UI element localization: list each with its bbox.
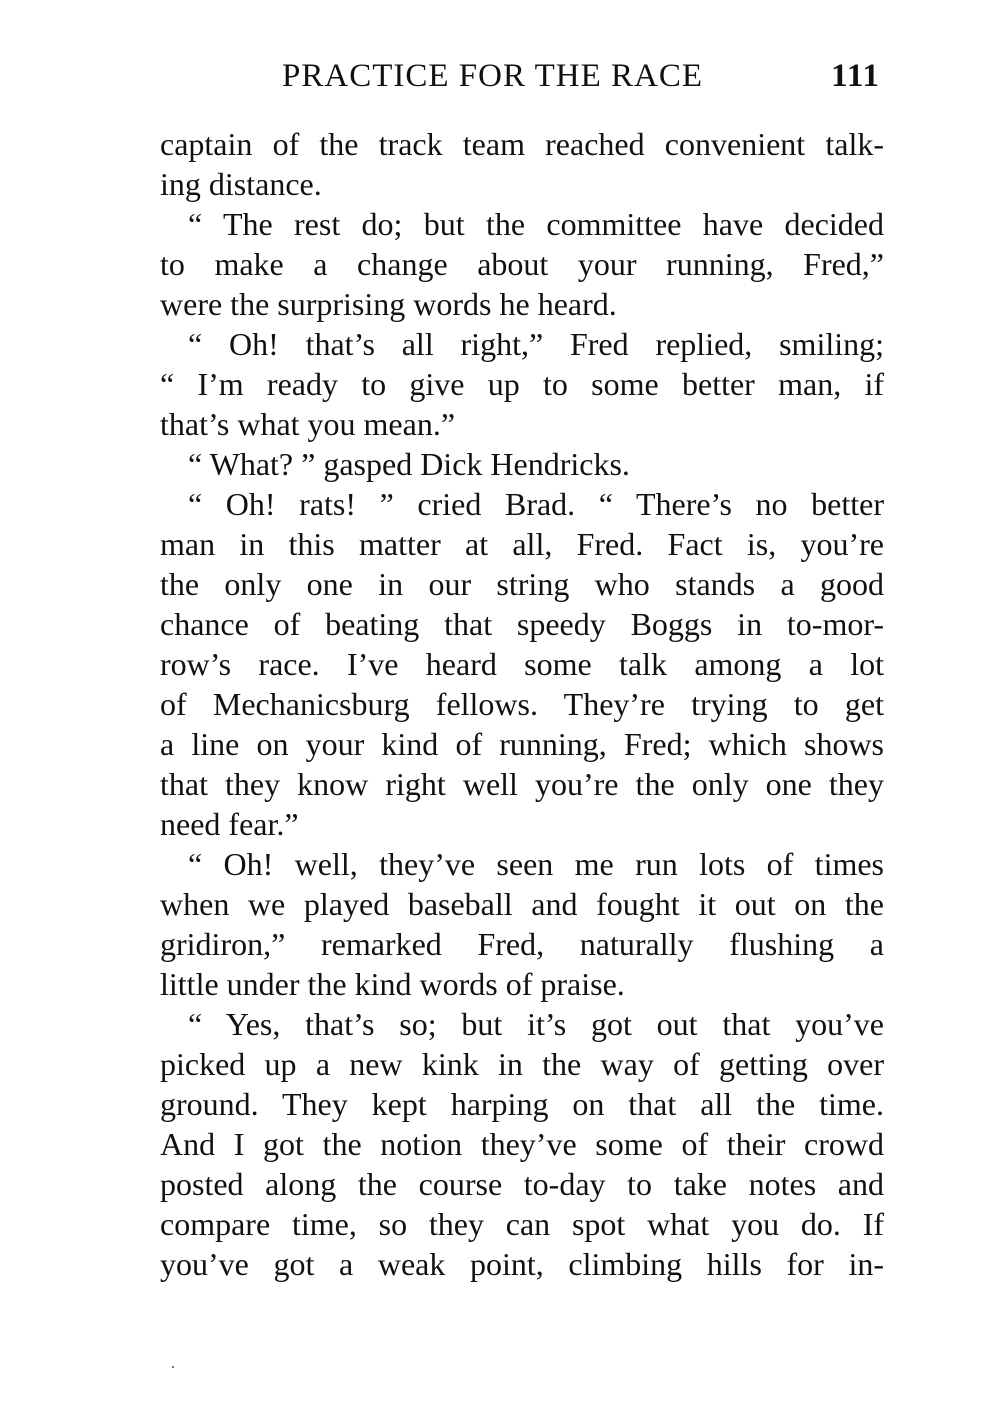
text-line: the only one in our string who stands a good [160,566,884,602]
text-line: compare time, so they can spot what you do. If [160,1206,884,1242]
text-line: “ I’m ready to give up to some better man, if [160,366,884,402]
text-line: of Mechanicsburg fellows. They’re trying to get [160,686,884,722]
text-line: that they know right well you’re the only one they [160,766,884,802]
text-line: posted along the course to-day to take notes and [160,1166,884,1202]
text-line: “ Oh! well, they’ve seen me run lots of times [188,846,884,882]
text-line: “ What? ” gasped Dick Hendricks. [188,446,630,482]
text-line: captain of the track team reached convenient talk- [160,126,884,162]
page-number: 111 [831,58,880,94]
text-line: ing distance. [160,166,322,202]
text-line: And I got the notion they’ve some of their crowd [160,1126,884,1162]
text-line: were the surprising words he heard. [160,286,617,322]
text-line: ground. They kept harping on that all the time. [160,1086,884,1122]
text-line: a line on your kind of running, Fred; which shows [160,726,884,762]
print-speck [172,1366,174,1368]
text-line: picked up a new kink in the way of getting over [160,1046,884,1082]
text-line: gridiron,” remarked Fred, naturally flushing a [160,926,884,962]
text-line: “ The rest do; but the committee have decided [188,206,884,242]
text-line: man in this matter at all, Fred. Fact is, you’re [160,526,884,562]
text-line: row’s race. I’ve heard some talk among a lot [160,646,884,682]
running-header [160,58,884,104]
text-line: that’s what you mean.” [160,406,456,442]
text-line: little under the kind words of praise. [160,966,625,1002]
text-line: need fear.” [160,806,299,842]
text-line: “ Oh! that’s all right,” Fred replied, smiling; [188,326,884,362]
body-text [160,124,884,1284]
running-title: PRACTICE FOR THE RACE [282,58,704,94]
text-line: to make a change about your running, Fred,” [160,246,884,282]
text-line: chance of beating that speedy Boggs in to-mor- [160,606,884,642]
text-line: “ Yes, that’s so; but it’s got out that you’ve [188,1006,884,1042]
text-line: “ Oh! rats! ” cried Brad. “ There’s no better [188,486,884,522]
text-line: you’ve got a weak point, climbing hills for in- [160,1246,884,1282]
text-line: when we played baseball and fought it out on the [160,886,884,922]
